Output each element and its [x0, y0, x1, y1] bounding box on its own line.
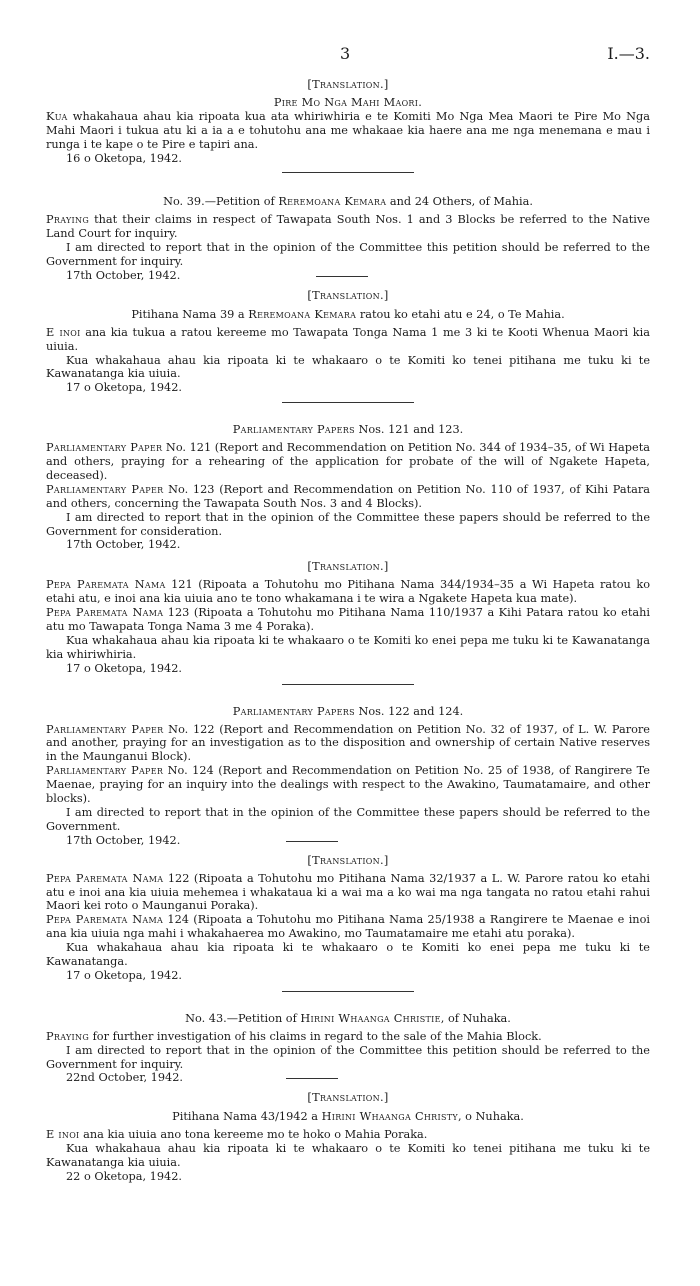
section-papers-122-124-translation — [46, 854, 650, 983]
translation-heading: [Translation.] — [307, 288, 389, 302]
section-papers-121-123 — [46, 423, 650, 552]
lead-word: Pepa Paremata Nama — [46, 913, 164, 927]
section-paragraph: I am directed to report that in the opinion of the Committee this petition should be referred to the Government for inquiry. — [46, 241, 650, 269]
section-paragraph: Parliamentary Paper No. 123 (Report and Recommendation on Petition No. 110 of 1937, of Kihi Patara and others, concerning the Tawapata South Nos. 3 and 4 Blocks). — [46, 482, 650, 510]
section-paragraph: Kua whakahaua ahau kia ripoata ki te whakaaro o te Komiti ko enei pepa me tuku ki te Kawanatanga kia whiriwhiria. — [46, 633, 650, 661]
lead-word: Kua — [46, 109, 68, 123]
section-petition-39-translation — [46, 289, 650, 395]
section-divider — [286, 1078, 338, 1079]
section-paragraph: E inoi ana kia tukua a ratou kereeme mo Tawapata Tonga Nama 1 me 3 ki te Kooti Whenua Maori kia uiuia. — [46, 325, 650, 353]
lead-word: Parliamentary Paper — [46, 482, 164, 496]
section-paragraph: Pepa Paremata Nama 124 (Ripoata a Tohutohu mo Pitihana Nama 25/1938 a Rangirere te Maenae e inoi ana kia uiuia nga mahi i whakahaerea mo Awakino, mo Taumatamaire me etahi atu poraka). — [46, 913, 650, 941]
section-paragraph: Kua whakahaua ahau kia ripoata ki te whakaaro o te Komiti ko tenei pitihana me tuku ki te Kawanatanga kia uiuia. — [46, 353, 650, 381]
section-papers-121-123-translation — [46, 560, 650, 675]
translation-heading: [Translation.] — [307, 1091, 389, 1105]
section-paragraph: Parliamentary Paper No. 122 (Report and Recommendation on Petition No. 32 of 1937, of L. W. Parore and another, praying for an investigation as to the disposition and ownership of certain Native reserves in the Maunganui Block). — [46, 722, 650, 764]
section-divider — [282, 402, 414, 403]
section-date: 17 o Oketopa, 1942. — [66, 381, 182, 395]
section-paragraph: Kua whakahaua ahau kia ripoata kua ata whiriwhiria e te Komiti Mo Nga Mea Maori te Pire Mo Nga Mahi Maori i tukua atu ki a ia a e tohutohu ana me whakaae kia haere ana me nga menemana e mau i runga i te kape o te Pire e tapiri ana. — [46, 109, 650, 151]
lead-word: Pepa Paremata Nama — [46, 871, 164, 885]
section-paragraph: Parliamentary Paper No. 121 (Report and Recommendation on Petition No. 344 of 1934–35, of Wi Hapeta and others, praying for a rehearing of the application for probate of the will of Ngakete Hapeta, deceased). — [46, 441, 650, 482]
paper-reference: I.—3. — [607, 44, 650, 63]
section-divider — [286, 841, 338, 842]
lead-word: Parliamentary Paper — [46, 722, 164, 736]
section-paragraph: Pepa Paremata Nama 123 (Ripoata a Tohutohu mo Pitihana Nama 110/1937 a Kihi Patara ratou ko etahi atu mo Tawapata Tonga Nama 3 me 4 Poraka). — [46, 606, 651, 633]
section-date: 17th October, 1942. — [66, 833, 181, 847]
section-divider — [282, 684, 414, 685]
section-papers-122-124 — [46, 705, 650, 848]
section-title: Pitihana Nama 39 a Reremoana Kemara ratou ko etahi atu e 24, o Te Mahia. — [131, 307, 565, 321]
document-body — [46, 78, 650, 1184]
page-number: 3 — [340, 44, 351, 63]
section-paragraph: I am directed to report that in the opinion of the Committee this petition should be referred to the Government for inquiry. — [46, 1043, 650, 1071]
section-native-works-bill — [46, 78, 650, 165]
section-paragraph: Kua whakahaua ahau kia ripoata ki te whakaaro o te Komiti ko enei pepa me tuku ki te Kawanatanga. — [46, 941, 650, 969]
section-paragraph: I am directed to report that in the opinion of the Committee these papers should be referred to the Government for consideration. — [46, 510, 650, 538]
lead-word: E inoi — [46, 1128, 80, 1142]
section-date: 22 o Oketopa, 1942. — [66, 1169, 182, 1183]
section-title: No. 39.—Petition of Reremoana Kemara and 24 Others, of Mahia. — [163, 195, 533, 209]
section-title: Parliamentary Papers Nos. 122 and 124. — [232, 704, 464, 718]
section-paragraph: I am directed to report that in the opinion of the Committee these papers should be referred to the Government. — [46, 805, 650, 833]
section-paragraph: Kua whakahaua ahau kia ripoata ki te whakaaro o te Komiti ko tenei pitihana me tuku ki te Kawanatanga kia uiuia. — [46, 1142, 650, 1169]
translation-heading: [Translation.] — [307, 560, 389, 574]
lead-word: E inoi — [46, 325, 81, 339]
section-title: No. 43.—Petition of Hirini Whaanga Christie, of Nuhaka. — [185, 1011, 511, 1025]
section-divider — [316, 276, 368, 277]
section-paragraph: Pepa Paremata Nama 121 (Ripoata a Tohutohu mo Pitihana Nama 344/1934–35 a Wi Hapeta ratou ko etahi atu, e inoi ana kia uiuia ano te tono whakamana i te wira a Ngakete Hapeta kua mate). — [46, 578, 651, 606]
section-date: 22nd October, 1942. — [66, 1071, 184, 1085]
section-date: 17th October, 1942. — [66, 268, 181, 282]
section-paragraph: E inoi ana kia uiuia ano tona kereeme mo te hoko o Mahia Poraka. — [46, 1128, 428, 1142]
lead-word: Pepa Paremata Nama — [46, 578, 166, 592]
section-paragraph: Praying that their claims in respect of Tawapata South Nos. 1 and 3 Blocks be referred to the Native Land Court for inquiry. — [46, 213, 650, 241]
section-date: 16 o Oketopa, 1942. — [66, 151, 182, 165]
section-paragraph: Praying for further investigation of his claims in regard to the sale of the Mahia Block. — [46, 1029, 542, 1043]
lead-word: Parliamentary Paper — [46, 441, 163, 455]
section-petition-39 — [46, 195, 650, 282]
section-title: Pitihana Nama 43/1942 a Hirini Whaanga Christy, o Nuhaka. — [172, 1110, 524, 1124]
section-paragraph: Pepa Paremata Nama 122 (Ripoata a Tohutohu mo Pitihana Nama 32/1937 a L. W. Parore ratou ko etahi atu e inoi ana kia uiuia mehemea i whakataua ki a wai ma a ko wai ma nga tangata no ratou etahi rahui Maori kei roto o Maunganui Poraka). — [46, 871, 651, 913]
section-title: Parliamentary Papers Nos. 121 and 123. — [232, 423, 464, 437]
section-date: 17th October, 1942. — [66, 538, 181, 552]
lead-word: Pepa Paremata Nama — [46, 606, 164, 620]
translation-heading: [Translation.] — [307, 78, 389, 91]
lead-word: Praying — [46, 213, 90, 227]
section-date: 17 o Oketopa, 1942. — [66, 661, 182, 675]
section-date: 17 o Oketopa, 1942. — [66, 968, 182, 982]
lead-word: Parliamentary Paper — [46, 764, 164, 778]
section-petition-43 — [46, 1012, 650, 1086]
section-divider — [282, 172, 414, 173]
translation-heading: [Translation.] — [307, 853, 389, 867]
section-paragraph: Parliamentary Paper No. 124 (Report and Recommendation on Petition No. 25 of 1938, of Rangirere Te Maenae, praying for an inquiry into the dealings with respect to the Awakino, Taumatamaire, and other blocks). — [46, 764, 650, 806]
section-petition-43-translation — [46, 1091, 650, 1183]
lead-word: Praying — [46, 1029, 90, 1043]
section-divider — [282, 991, 414, 992]
section-subtitle: Pire Mo Nga Mahi Maori. — [273, 95, 423, 109]
